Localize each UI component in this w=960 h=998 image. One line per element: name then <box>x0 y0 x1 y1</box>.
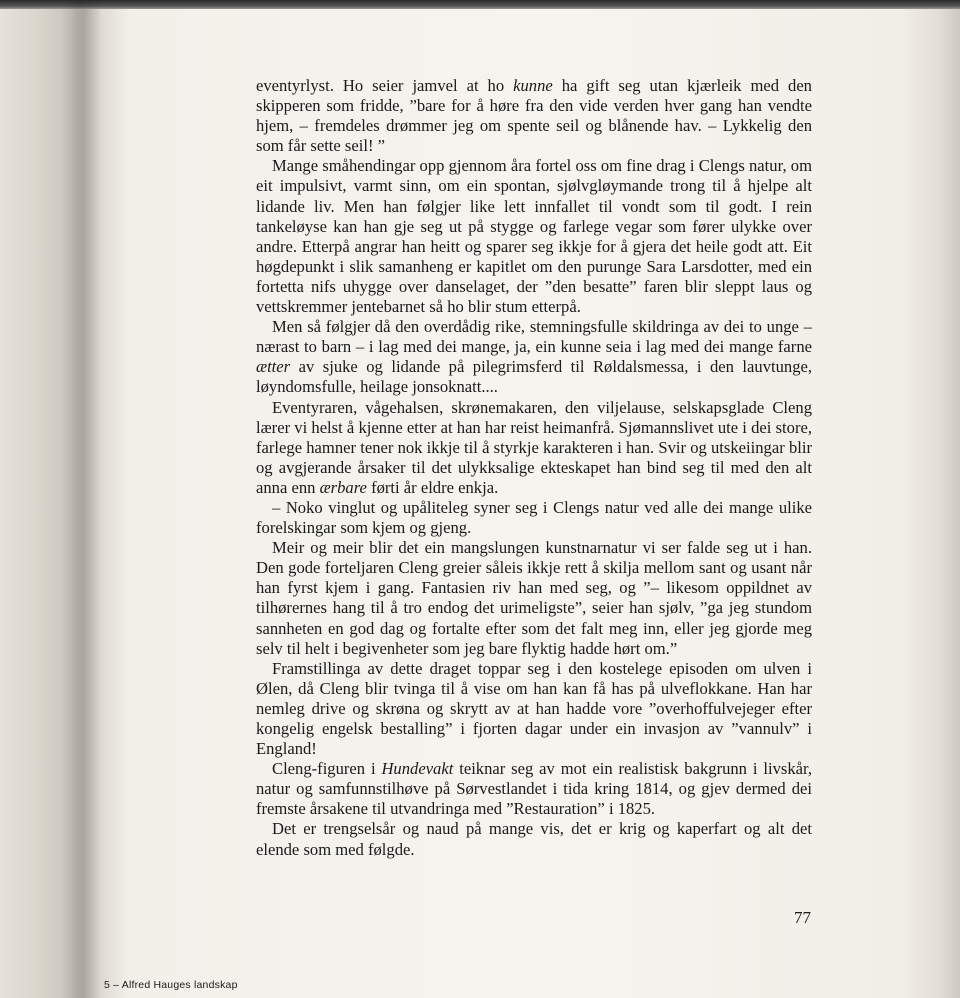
paragraph <box>256 498 812 538</box>
text-run: Framstillinga av dette draget toppar seg i den kostelege episoden om ulven i Ølen, då Cleng blir tvinga til å vise om han kan få has på ulveflokkane. Han har nemleg drive og skrøna og skrytt av at han hadde vore ”overhoffulvejeger efter kongelig engelsk bestalling” i fjorten dagar under ein invasjon av ”vannulv” i England! <box>256 658 812 759</box>
text-run: Det er trengselsår og naud på mange vis, det er krig og kaperfart og alt det elende som med følgde. <box>256 819 812 859</box>
italic-text: kunne <box>513 76 553 95</box>
body-text <box>256 76 812 860</box>
italic-text: ætter <box>256 357 291 377</box>
paragraph <box>256 398 812 498</box>
page-number: 77 <box>794 908 811 927</box>
paragraph <box>256 538 812 659</box>
book-spine-shadow <box>60 0 100 998</box>
italic-text: ærbare <box>319 477 367 497</box>
scan-top-edge <box>0 0 960 9</box>
paragraph <box>256 156 812 317</box>
text-run: Eventyraren, vågehalsen, skrønemakaren, den viljelause, selskapsglade Cleng lærer vi helst å kjenne etter at han har reist heimanfrå. Sjømannslivet ute i dei store, farlege hamner tener nok ikkje til å styrkje karakteren i han. Svir og utskeiingar blir og avgjerande årsaker til det ulykksalige ekteskapet han bind seg til med den alt anna enn <box>256 397 812 497</box>
text-run: Men så følgjer då den overdådig rike, stemningsfulle skildringa av dei to unge – nærast to barn – i lag med dei mange, ja, ein kunne seia i lag med dei mange farne <box>256 317 812 357</box>
paragraph <box>256 76 812 156</box>
paragraph <box>256 759 812 819</box>
text-run: førti år eldre enkja. <box>366 477 499 497</box>
text-run: teiknar seg av mot ein realistisk bakgrunn i livskår, natur og samfunnstilhøve på Sørvestlandet i tida kring 1814, og gjev dermed dei fremste årsakene til utvandringa med ”Restauration” i 1825. <box>256 759 812 819</box>
printer-signature: 5 – Alfred Hauges landskap <box>104 979 238 991</box>
paragraph <box>256 659 812 759</box>
text-run: Mange småhendingar opp gjennom åra fortel oss om fine drag i Clengs natur, om eit impulsivt, varmt sinn, om ein spontan, sjølvgløymande trong til å hjelpe alt lidande liv. Men han følgjer like lett innfallet til vondt som til godt. I rein tankeløyse kan han gje seg ut på stygge og farlege vegar som fører ulykke over andre. Etterpå angrar han heitt og sparer seg ikkje for å gjera det heile godt att. Eit høgdepunkt i slik samanheng er kapitlet om den purunge Sara Larsdotter, med ein fortetta nifs uhygge over danselaget, der ”den besatte” faren blir sleppt laus og vettskremmer jentebarnet så ho blir stum etterpå. <box>256 156 812 317</box>
text-run: eventyrlyst. Ho seier jamvel at ho <box>256 76 514 95</box>
paragraph <box>256 317 812 397</box>
paragraph <box>256 819 812 859</box>
text-run: – Noko vinglut og upåliteleg syner seg i Clengs natur ved alle dei mange ulike forelskingar som kjem og gjeng. <box>256 497 812 538</box>
text-run: Cleng-figuren i <box>272 759 382 779</box>
italic-text: Hundevakt <box>381 759 454 779</box>
text-run: ha gift seg utan kjærleik med den skipperen som fridde, ”bare for å høre fra den vide verden hver gang han vendte hjem, – fremdeles drømmer jeg om spente seil og blånende hav. – Lykkelig den som får sette seil! ” <box>256 76 812 156</box>
text-run: av sjuke og lidande på pilegrimsferd til Røldalsmessa, i den lauvtunge, løyndomsfulle, heilage jonsoknatt.... <box>256 357 812 397</box>
text-run: Meir og meir blir det ein mangslungen kunstnarnatur vi ser falde seg ut i han. Den gode forteljaren Cleng greier såleis ikkje rett å skilja mellom sant og usant når han fyrst kjem i gang. Fantasien riv han med seg, og ”– likesom oppildnet av tilhørernes hang til å tro endog det urimeligste”, seier han sjølv, ”ga jeg stundom sannheten en god dag og fortalte efter som det falt meg inn, eller jeg gjorde meg selv til helt i begivenheter som jeg bare flyktig hadde hørt om.” <box>256 538 812 658</box>
